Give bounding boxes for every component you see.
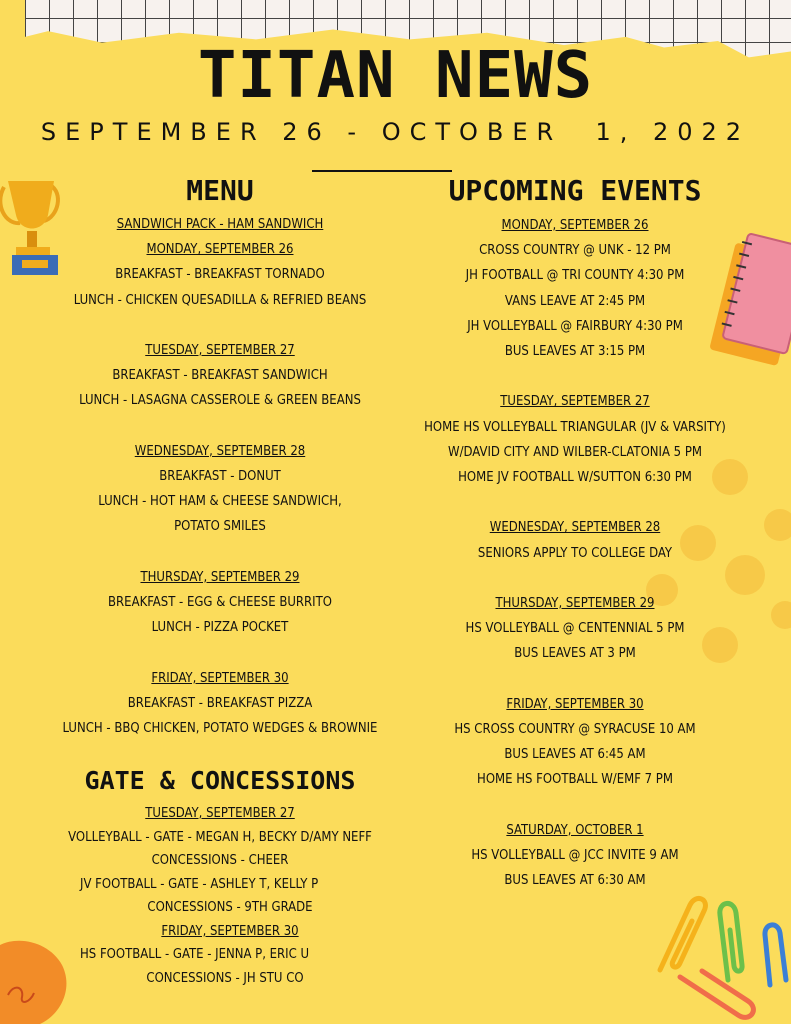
menu-item: BREAKFAST - BREAKFAST SANDWICH — [112, 368, 328, 384]
gate-day-tuesday: TUESDAY, SEPTEMBER 27 — [145, 806, 295, 821]
events-day-friday: FRIDAY, SEPTEMBER 30 — [506, 696, 644, 712]
events-day-monday: MONDAY, SEPTEMBER 26 — [501, 218, 649, 233]
menu-day-thursday: THURSDAY, SEPTEMBER 29 — [140, 569, 300, 585]
event-item: HOME HS VOLLEYBALL TRIANGULAR (JV & VARSITY) — [424, 419, 726, 435]
event-item: SENIORS APPLY TO COLLEGE DAY — [477, 545, 673, 561]
menu-item: BREAKFAST - BREAKFAST PIZZA — [127, 695, 313, 711]
menu-section — [30, 174, 410, 741]
events-day-saturday: SATURDAY, OCTOBER 1 — [506, 822, 644, 838]
paperclips-icon — [640, 885, 791, 1024]
gate-assignment: JV FOOTBALL - GATE - ASHLEY T, KELLY P — [80, 876, 319, 892]
menu-item: LUNCH - HOT HAM & CHEESE SANDWICH, — [98, 494, 342, 510]
gate-heading: GATE & CONCESSIONS — [84, 766, 356, 795]
page-title: TITAN NEWS — [197, 39, 594, 113]
event-item: BUS LEAVES AT 3:15 PM — [504, 344, 646, 360]
menu-item: LUNCH - CHICKEN QUESADILLA & REFRIED BEANS — [73, 292, 367, 308]
gate-day-friday: FRIDAY, SEPTEMBER 30 — [161, 923, 299, 939]
menu-heading: MENU — [186, 174, 254, 207]
events-day-thursday: THURSDAY, SEPTEMBER 29 — [495, 596, 655, 611]
menu-item: BREAKFAST - DONUT — [159, 469, 281, 484]
event-item: BUS LEAVES AT 3 PM — [514, 646, 636, 662]
event-item: CROSS COUNTRY @ UNK - 12 PM — [479, 243, 671, 259]
event-item: W/DAVID CITY AND WILBER-CLATONIA 5 PM — [448, 444, 702, 460]
menu-item: POTATO SMILES — [174, 519, 266, 535]
events-day-wednesday: WEDNESDAY, SEPTEMBER 28 — [489, 520, 661, 536]
event-item: HOME HS FOOTBALL W/EMF 7 PM — [477, 772, 673, 788]
event-item: VANS LEAVE AT 2:45 PM — [504, 293, 646, 309]
menu-day-tuesday: TUESDAY, SEPTEMBER 27 — [145, 343, 295, 358]
menu-day-monday: MONDAY, SEPTEMBER 26 — [146, 242, 294, 258]
event-item: HOME JV FOOTBALL W/SUTTON 6:30 PM — [458, 470, 692, 486]
event-item: JH FOOTBALL @ TRI COUNTY 4:30 PM — [465, 268, 685, 284]
sandwich-pack: SANDWICH PACK - HAM SANDWICH — [116, 217, 324, 232]
date-range: SEPTEMBER 26 - OCTOBER 1, 2022 — [40, 118, 751, 146]
event-item: JH VOLLEYBALL @ FAIRBURY 4:30 PM — [467, 318, 683, 334]
gate-assignment: CONCESSIONS - JH STU CO — [146, 970, 304, 986]
gate-assignment: VOLLEYBALL - GATE - MEGAN H, BECKY D/AMY NEFF — [68, 829, 372, 845]
menu-day-wednesday: WEDNESDAY, SEPTEMBER 28 — [134, 443, 306, 459]
event-item: BUS LEAVES AT 6:30 AM — [504, 873, 646, 889]
gate-assignment: HS FOOTBALL - GATE - JENNA P, ERIC U — [80, 947, 310, 962]
events-heading: UPCOMING EVENTS — [448, 174, 702, 207]
gate-assignment: CONCESSIONS - CHEER — [151, 853, 289, 868]
event-item: HS VOLLEYBALL @ JCC INVITE 9 AM — [471, 848, 679, 863]
event-item: HS VOLLEYBALL @ CENTENNIAL 5 PM — [465, 621, 685, 637]
gate-assignment: CONCESSIONS - 9TH GRADE — [147, 900, 313, 915]
event-item: BUS LEAVES AT 6:45 AM — [504, 747, 646, 763]
divider — [312, 170, 452, 172]
menu-item: LUNCH - PIZZA POCKET — [151, 620, 289, 636]
menu-item: BREAKFAST - EGG & CHEESE BURRITO — [108, 595, 332, 610]
menu-item: LUNCH - BBQ CHICKEN, POTATO WEDGES & BROWNIE — [62, 721, 378, 736]
events-section — [395, 174, 755, 893]
menu-item: LUNCH - LASAGNA CASSEROLE & GREEN BEANS — [79, 393, 361, 409]
menu-item: BREAKFAST - BREAKFAST TORNADO — [115, 267, 325, 283]
gate-section — [30, 764, 410, 990]
menu-day-friday: FRIDAY, SEPTEMBER 30 — [151, 670, 289, 686]
events-day-tuesday: TUESDAY, SEPTEMBER 27 — [500, 394, 650, 410]
event-item: HS CROSS COUNTRY @ SYRACUSE 10 AM — [454, 722, 696, 737]
